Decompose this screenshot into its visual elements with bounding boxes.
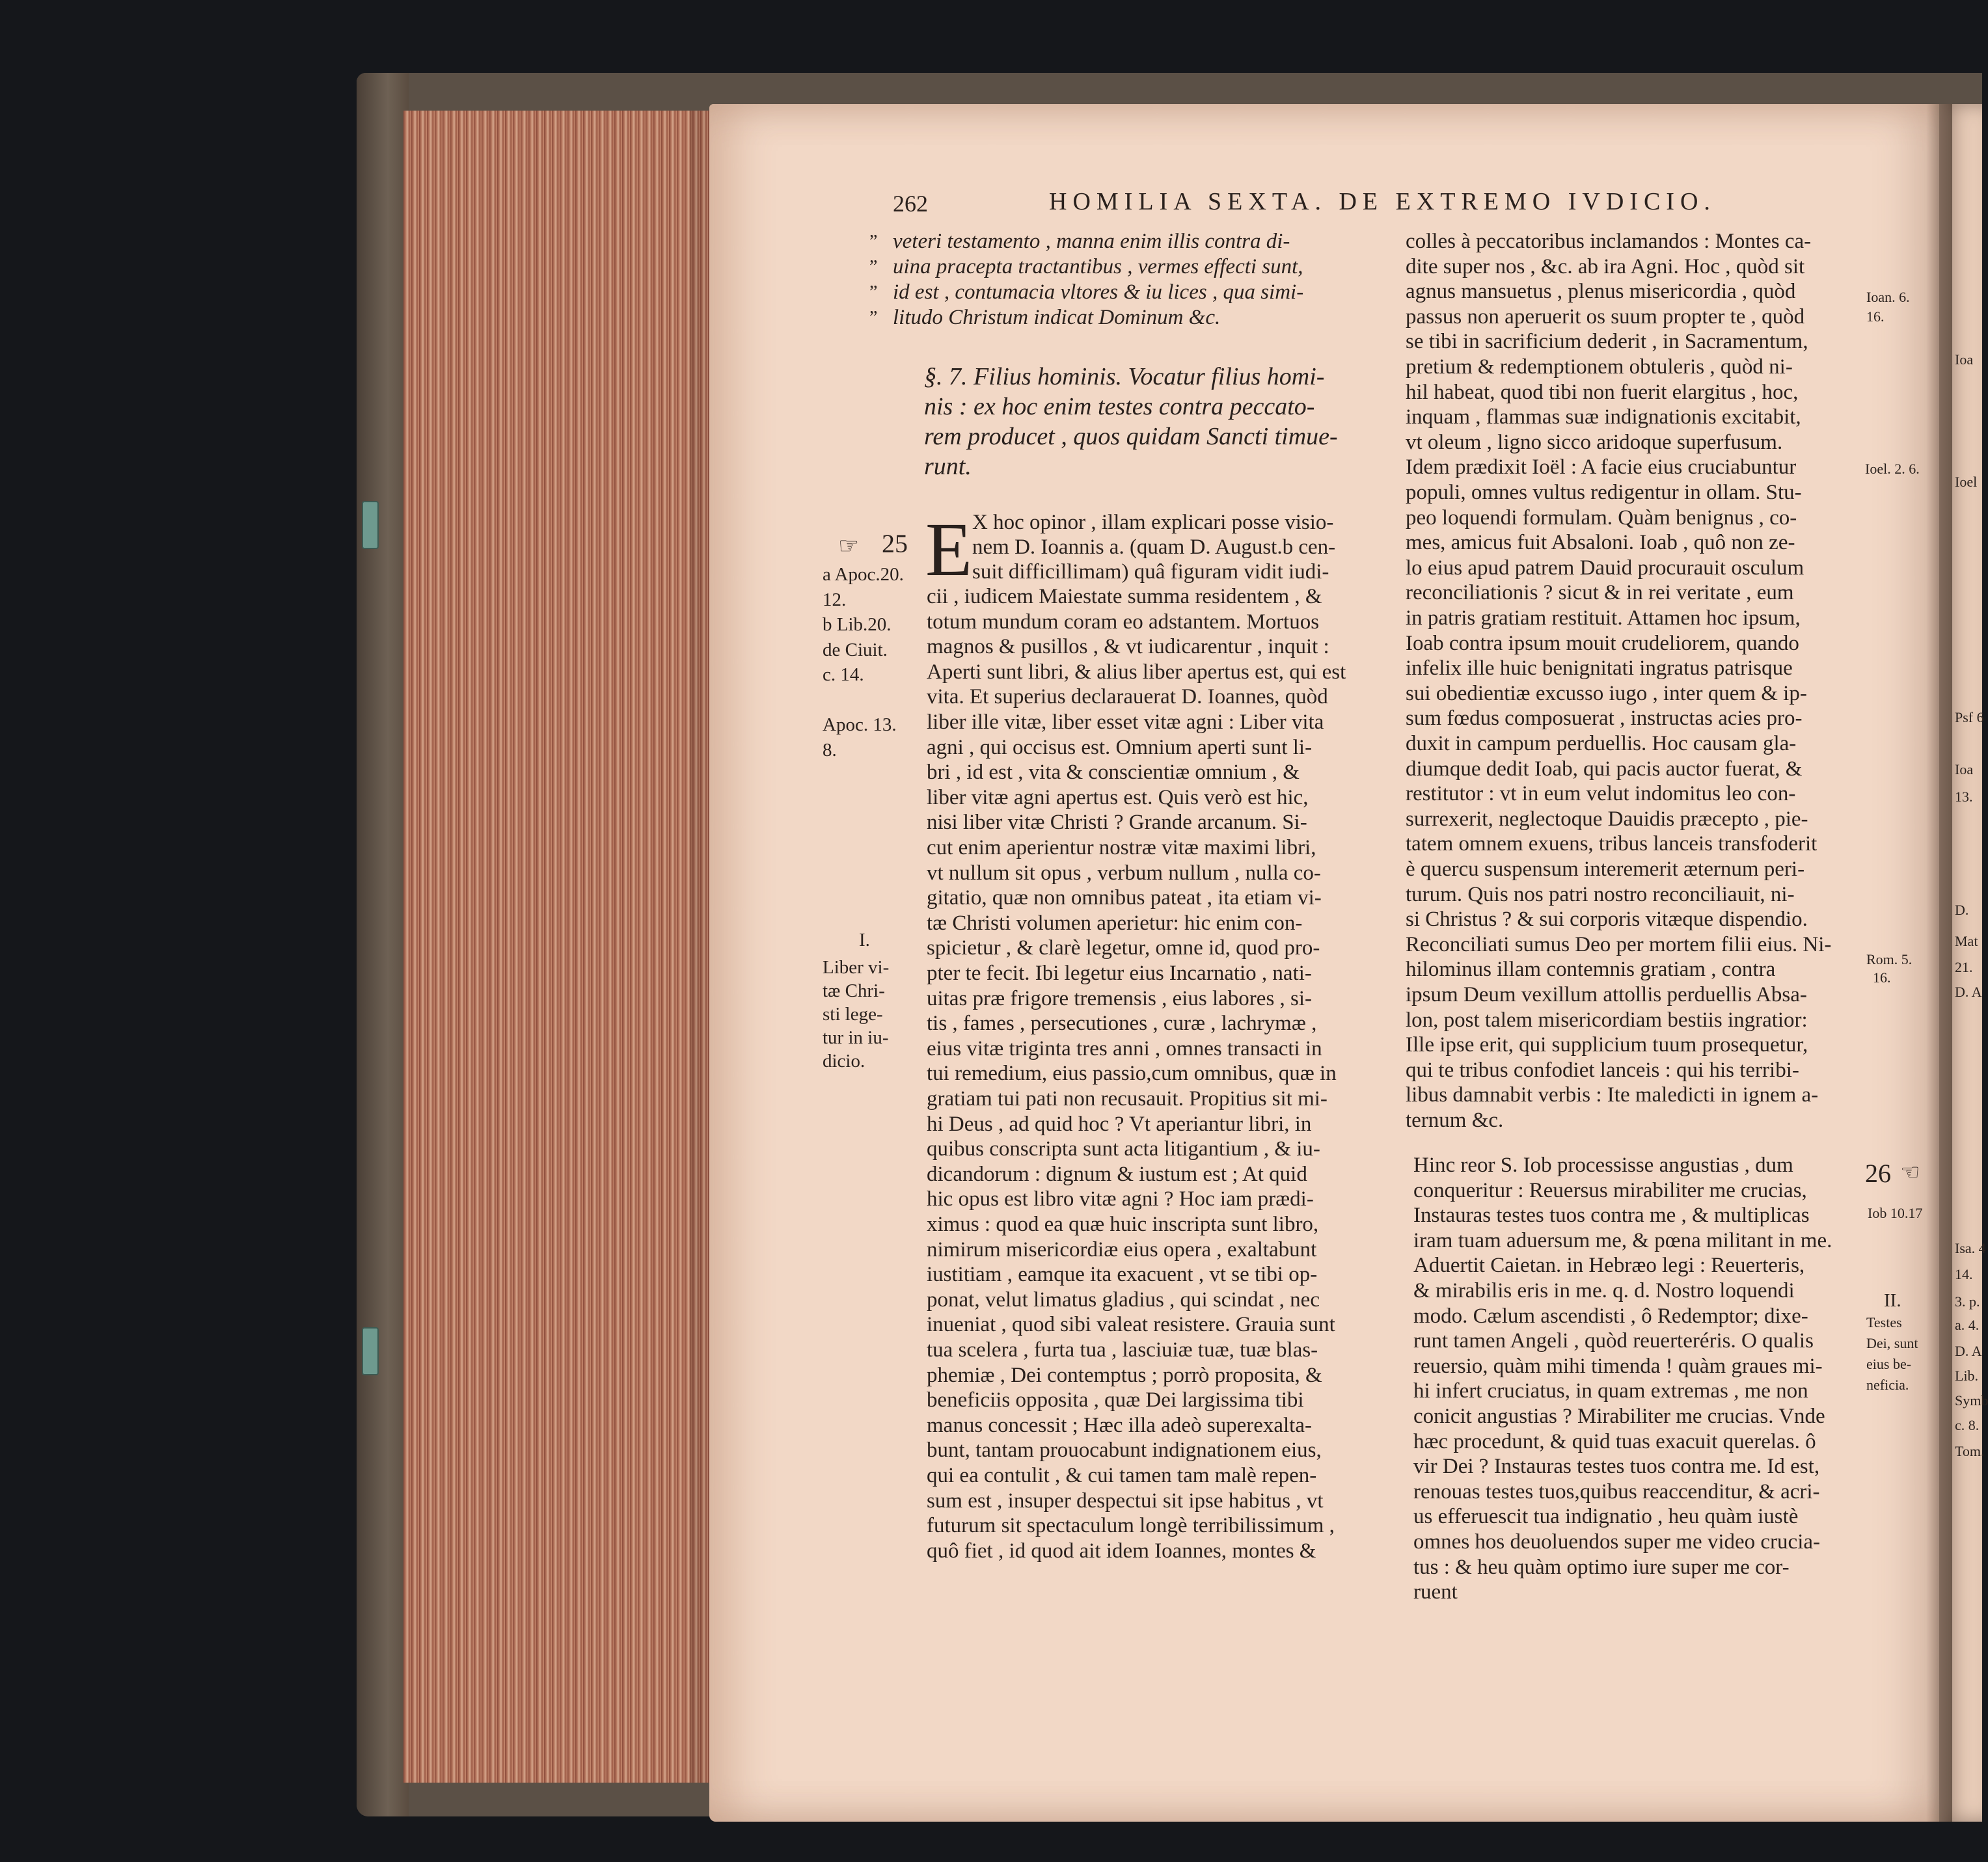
facing-page-fragment: D. A [1955, 984, 1982, 1000]
facing-page-fragment: Ioa [1955, 351, 1974, 368]
text-line: gratiam tui pati non recusauit. Propitius sit mi- [927, 1087, 1328, 1111]
text-line: qui ea contulit , & cui tamen tam malè repen- [927, 1464, 1317, 1487]
text-line: tua scelera , furta tua , lasciuiæ tuæ, tuæ blas- [927, 1338, 1318, 1362]
quote-mark: ” [869, 232, 878, 252]
text-line: hilominus illam contemnis gratiam , contra [1406, 958, 1776, 982]
text-line: vita. Et superius declarauerat D. Ioannes, quòd [927, 685, 1328, 709]
margin-note: Apoc. 13. [823, 714, 897, 735]
text-line: passus non aperuerit os suum propter te , quòd [1406, 304, 1805, 329]
text-line: hil habeat, quod tibi non fuerit elargitus , hoc, [1406, 380, 1799, 404]
left-side-heading-number: I. [859, 930, 870, 951]
section-heading-line: rem producet , quos quidam Sancti timue- [924, 423, 1338, 450]
side-heading-line: neficia. [1866, 1377, 1909, 1393]
text-line: nem D. Ioannis a. (quam D. August.b cen- [972, 535, 1336, 559]
text-line: tatem omnem exuens, tribus lanceis transfoderit [1406, 832, 1818, 856]
text-line: manus concessit ; Hæc illa adeò superexalta- [927, 1413, 1312, 1437]
text-line: ipsum Deum vexillum attollis perduellis Absa- [1406, 983, 1807, 1006]
text-line: nisi liber vitæ Christi ? Grande arcanum. Si- [927, 811, 1307, 835]
text-line: omnes hos deuoluendos super me video crucia- [1413, 1530, 1821, 1554]
text-line: vt oleum , ligno sicco aridoque superfusum. [1406, 430, 1783, 454]
text-line: quô fiet , id quod ait idem Ioannes, montes & [927, 1539, 1316, 1563]
running-head: HOMILIA SEXTA. DE EXTREMO IVDICIO. [1049, 188, 1716, 215]
text-line: diumque dedit Ioab, qui pacis auctor fuerat, & [1406, 757, 1803, 781]
section-heading-line: nis : ex hoc enim testes contra peccato- [924, 393, 1315, 420]
facing-page-fragment: D. [1955, 902, 1969, 918]
text-line: tus : & heu quàm optimo iure super me cor- [1413, 1555, 1790, 1579]
text-line: infelix ille huic benignitati ingratus patrisque [1406, 656, 1793, 681]
margin-note: Ioan. 6. [1866, 289, 1910, 305]
text-line: id est , contumacia vltores & iu lices , qua simi- [893, 280, 1304, 304]
text-line: conicit angustias ? Mirabiliter me crucias. Vnde [1413, 1405, 1825, 1428]
text-line: agni , qui occisus est. Omnium aperti sunt li- [927, 735, 1313, 759]
text-line: inueniat , quod sibi valeat resistere. Grauia sunt [927, 1313, 1335, 1337]
text-line: reconciliationis ? sicut & in rei veritate , eum [1406, 581, 1794, 605]
text-line: renouas testes tuos,quibus reaccenditur, & acri- [1413, 1479, 1820, 1504]
text-line: vir Dei ? Instauras testes tuos contra me. Id est, [1413, 1455, 1820, 1479]
side-heading-line: tæ Chri- [823, 980, 885, 1001]
text-line: iustitiam , eamque ita exacuent , vt se tibi op- [927, 1263, 1318, 1287]
clasp-lower [362, 1327, 379, 1375]
text-line: lon, post talem misericordiam bestiis ingratior: [1406, 1008, 1808, 1032]
text-line: pretium & redemptionem obtuleris , quòd ni- [1406, 355, 1793, 379]
facing-page-fragment: Ioel [1955, 474, 1978, 490]
text-line: se tibi in sacrificium dederit , in Sacramentum, [1406, 330, 1808, 354]
side-heading-line: Dei, sunt [1866, 1335, 1918, 1351]
text-line: iram tuam aduersum me, & pœna militant in me. [1413, 1228, 1832, 1252]
pointing-hand-icon: ☞ [838, 533, 860, 559]
facing-page-fragment: Tom. [1955, 1443, 1985, 1459]
text-line: litudo Christum indicat Dominum &c. [893, 306, 1221, 329]
text-line: reuersio, quàm mihi timenda ! quàm graues mi- [1413, 1354, 1823, 1378]
text-line: cut enim aperientur nostræ vitæ maximi libri, [927, 836, 1316, 859]
text-line: hic opus est libro vitæ agni ? Hoc iam prædi- [927, 1187, 1314, 1211]
text-line: totum mundum coram eo adstantem. Mortuos [927, 610, 1320, 634]
text-line: Ioab contra ipsum mouit crudeliorem, quando [1406, 631, 1799, 655]
text-line: liber vitæ agni apertus est. Quis verò est hic, [927, 785, 1309, 809]
facing-page-fragment: c. 8. [1955, 1417, 1980, 1433]
text-line: lo eius apud patrem Dauid procurauit osculum [1406, 556, 1804, 580]
pointing-hand-icon-right: ☜ [1900, 1161, 1920, 1185]
facing-page-fragment: 3. p. [1955, 1293, 1980, 1310]
item-number-25: 25 [882, 529, 908, 558]
text-line: conqueritur : Reuersus mirabiliter me crucias, [1413, 1178, 1807, 1202]
text-line: in patris gratiam restituit. Attamen hoc ipsum, [1406, 606, 1801, 630]
side-heading-line: Testes [1866, 1314, 1902, 1330]
quote-mark: ” [869, 282, 878, 303]
text-line: dite super nos , &c. ab ira Agni. Hoc , quòd sit [1406, 254, 1805, 278]
facing-page-fragment: 21. [1955, 959, 1973, 975]
facing-page-fragment: 13. [1955, 789, 1973, 805]
text-line: bunt, tantam prouocabunt indignationem eius, [927, 1438, 1322, 1463]
text-line: peo loquendi formulam. Quàm benignus , co- [1406, 506, 1797, 530]
text-line: duxit in campum perduellis. Hoc causam gla- [1406, 732, 1797, 755]
margin-note: 16. [1866, 308, 1885, 325]
book-spine-edge [357, 73, 409, 1816]
text-line: sum fœdus composuerat , instructas acies pro- [1406, 707, 1803, 731]
text-line: hi Deus , ad quid hoc ? Vt aperiantur libri, in [927, 1112, 1312, 1136]
text-line: & mirabilis eris in me. q. d. Nostro loquendi [1413, 1279, 1795, 1302]
text-line: turum. Quis nos patri nostro reconciliauit, ni- [1406, 882, 1795, 906]
clasp-upper [362, 501, 379, 549]
quote-mark: ” [869, 308, 878, 328]
drop-cap: E [925, 507, 973, 592]
facing-page-fragment: Ioa [1955, 761, 1974, 777]
text-line: inquam , flammas suæ indignationis excitabit, [1406, 405, 1801, 429]
text-line: pter te fecit. Ibi legetur eius Incarnatio , nati- [927, 962, 1312, 985]
text-line: tui remedium, eius passio,cum omnibus, quæ in [927, 1062, 1337, 1086]
text-line: Ille ipse erit, qui supplicium tuum prosequetur, [1406, 1033, 1808, 1057]
page-number: 262 [893, 191, 928, 217]
facing-page-fragment: Psf 6 [1955, 709, 1984, 725]
right-margin-rom: Rom. 5. [1866, 951, 1913, 967]
right-margin-job: Iob 10.17 [1868, 1205, 1923, 1221]
text-line: sui obedientiæ excusso iugo , inter quem & ip- [1406, 681, 1807, 705]
text-line: mes, amicus fuit Absaloni. Ioab , quô non ze- [1406, 531, 1795, 555]
text-line: uina pracepta tractantibus , vermes effecti sunt, [893, 255, 1303, 278]
side-heading-line: dicio. [823, 1051, 865, 1072]
text-line: runt tamen Angeli , quòd reuerteréris. O qualis [1413, 1329, 1814, 1353]
facing-page-fragment: Isa. 4 [1955, 1240, 1986, 1256]
text-line: qui te tribus confodiet lanceis : qui his terribi- [1406, 1058, 1799, 1082]
facing-page-fragment: 14. [1955, 1266, 1973, 1282]
margin-note: 12. [823, 589, 847, 610]
text-line: è quercu suspensum interemerit æternum peri- [1406, 857, 1805, 881]
text-line: hi infert cruciatus, in quam extremas , me non [1413, 1379, 1808, 1403]
text-line: vt nullum sit opus , verbum nullum , nulla co- [927, 861, 1321, 885]
text-line: futurum sit spectaculum longè terribilissimum , [927, 1514, 1335, 1538]
text-line: eius vitæ triginta tres anni , omnes transacti in [927, 1036, 1322, 1060]
text-line: Idem prædixit Ioël : A facie eius cruciabuntur [1406, 455, 1797, 479]
margin-note: a Apoc.20. [823, 564, 904, 585]
text-line: veteri testamento , manna enim illis contra di- [893, 230, 1290, 253]
text-line: populi, omnes vultus redigentur in ollam. Stu- [1406, 481, 1802, 504]
right-side-heading-number: II. [1884, 1290, 1901, 1311]
text-line: cii , iudicem Maiestate summa residentem , & [927, 585, 1322, 608]
text-line: quibus conscripta sunt acta litigantium , & iu- [927, 1137, 1320, 1161]
side-heading-line: tur in iu- [823, 1027, 889, 1048]
text-line: phemiæ , Dei contemptus ; porrò proposita, & [927, 1363, 1322, 1387]
side-heading-line: sti lege- [823, 1004, 883, 1025]
item-number-26: 26 [1865, 1159, 1891, 1188]
facing-page-fragment: Mat [1955, 933, 1978, 949]
text-line: X hoc opinor , illam explicari posse visio- [972, 511, 1334, 534]
text-line: hæc procedunt, & quid tuas exacuit querelas. ô [1413, 1429, 1816, 1453]
text-line: nimirum misericordiæ eius opera , exaltabunt [927, 1237, 1317, 1262]
text-line: dicandorum : dignum & iustum est ; At quid [927, 1162, 1307, 1186]
section-heading-line: runt. [924, 453, 972, 480]
text-line: suit difficillimam) quâ figuram vidit iudi- [972, 560, 1329, 584]
text-line: spicietur , & clarè legetur, omne id, quod pro- [927, 936, 1320, 960]
text-line: colles à peccatoribus inclamandos : Montes ca- [1406, 230, 1812, 253]
text-line: ximus : quod ea quæ huic inscripta sunt libro, [927, 1213, 1319, 1236]
margin-note: de Ciuit. [823, 639, 888, 660]
quote-mark: ” [869, 257, 878, 277]
facing-page-fragment: a. 4. [1955, 1317, 1980, 1333]
right-margin-rom-2: 16. [1873, 969, 1891, 986]
margin-note: b Lib.20. [823, 614, 892, 635]
text-line: Aperti sunt libri, & alius liber apertus est, qui est [927, 660, 1346, 684]
text-line: gitatio, quæ non omnibus pateat , ita etiam vi- [927, 886, 1322, 910]
text-line: surrexerit, neglectoque Dauidis præcepto , pie- [1406, 807, 1808, 831]
facing-page-fragment: Symb [1955, 1392, 1988, 1409]
page-edges [403, 111, 709, 1783]
text-line: magnos & pusillos , & vt iudicarentur , inquit : [927, 635, 1329, 659]
text-line: ternum &c. [1406, 1109, 1504, 1132]
text-line: tis , fames , persecutiones , curæ , lachrymæ , [927, 1012, 1317, 1036]
text-line: restitutor : vt in eum velut indomitus leo con- [1406, 782, 1796, 806]
book-gutter [1926, 104, 1952, 1822]
right-margin-ioel: Ioel. 2. 6. [1865, 461, 1920, 477]
text-line: us efferuescit tua indignatio , heu quàm iustè [1413, 1505, 1799, 1529]
text-line: Reconciliati sumus Deo per mortem filii eius. Ni- [1406, 932, 1832, 956]
text-line: Instauras testes tuos contra me , & multiplicas [1413, 1204, 1810, 1228]
text-line: liber ille vitæ, liber esset vitæ agni : Liber vita [927, 710, 1324, 734]
section-heading-line: §. 7. Filius hominis. Vocatur filius homi- [924, 363, 1325, 390]
text-line: sum est , insuper despectui sit ipse habitus , vt [927, 1489, 1324, 1513]
side-heading-line: Liber vi- [823, 957, 890, 978]
margin-note: c. 14. [823, 664, 864, 685]
text-line: Aduertit Caietan. in Hebræo legi : Reuerteris, [1413, 1254, 1805, 1278]
text-line: ponat, velut limatus gladius , qui scindat , nec [927, 1288, 1320, 1312]
text-line: modo. Cælum ascendisti , ô Redemptor; dixe- [1413, 1304, 1808, 1328]
side-heading-line: eius be- [1866, 1356, 1912, 1372]
text-line: agnus mansuetus , plenus misericordia , quòd [1406, 280, 1796, 304]
facing-page-fragment: D. A [1955, 1343, 1982, 1359]
text-line: beneficiis opposita , quæ Dei largissima tibi [927, 1388, 1304, 1412]
text-line: tæ Christi volumen aperietur: hic enim con- [927, 911, 1303, 935]
text-line: bri , id est , vita & conscientiæ omnium , & [927, 761, 1300, 785]
text-line: Hinc reor S. Iob processisse angustias , dum [1413, 1154, 1793, 1177]
text-line: uitas præ frigore tremensis , eius labores , si- [927, 986, 1313, 1010]
text-line: libus damnabit verbis : Ite maledicti in ignem a- [1406, 1083, 1819, 1107]
text-line: ruent [1413, 1580, 1458, 1604]
text-line: si Christus ? & sui corporis vitæque dispendio. [1406, 908, 1808, 932]
margin-note: 8. [823, 739, 837, 761]
facing-page-fragment: Lib. [1955, 1368, 1979, 1384]
